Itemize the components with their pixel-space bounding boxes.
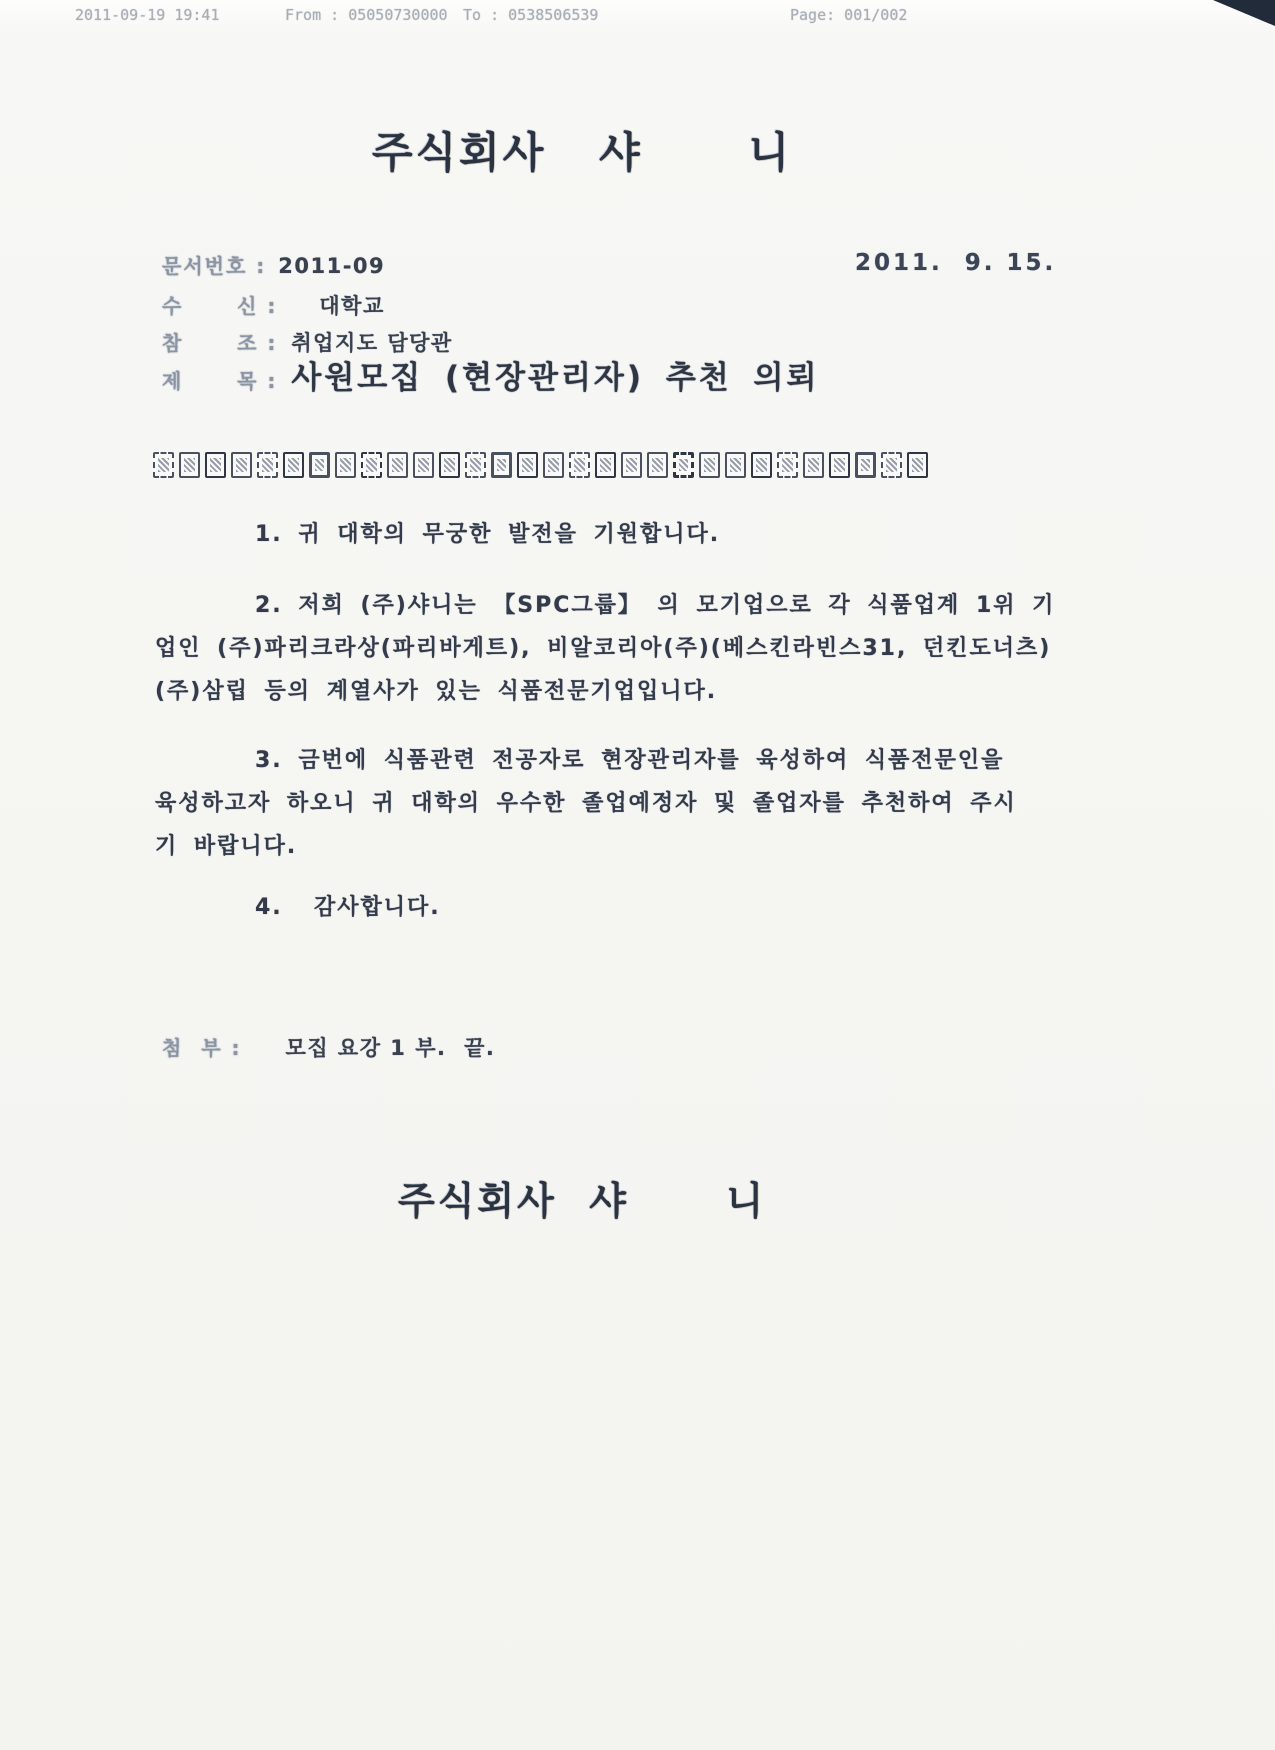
body-line: (주)삼립 등의 계열사가 있는 식품전문기업입니다. (155, 679, 718, 704)
fax-page-count: Page: 001/002 (790, 6, 908, 24)
subject-row (162, 352, 819, 397)
paragraph-3 (155, 739, 1077, 868)
separator-box (777, 452, 798, 478)
separator-box (543, 452, 564, 478)
separator-box (283, 452, 304, 478)
document-date: 2011. 9. 15. (855, 250, 1057, 276)
body-line: 육성하고자 하오니 귀 대학의 우수한 졸업예정자 및 졸업자를 추천하여 주시 (155, 791, 1017, 816)
body-line: 3. 금번에 식품관련 전공자로 현장관리자를 육성하여 식품전문인을 (255, 748, 1005, 773)
separator-box (725, 452, 746, 478)
separator-box (153, 452, 174, 478)
separator-box (361, 452, 382, 478)
body-line: 기 바랍니다. (155, 834, 298, 859)
paragraph-4 (155, 886, 1077, 929)
separator-row (153, 452, 928, 478)
document-number-value: 2011-09 (278, 254, 386, 278)
body-line: 1. 귀 대학의 무궁한 발전을 기원합니다. (255, 522, 721, 547)
body-line: 4. 감사합니다. (255, 895, 441, 920)
recipient-value: 대학교 (319, 294, 385, 318)
attachment-label: 첨 부 : (162, 1036, 242, 1060)
body-line: 2. 저희 (주)샤니는 【SPC그룹】 의 모기업으로 각 식품업계 1위 기 (255, 593, 1056, 618)
attachment-value: 모집 요강 1 부. 끝. (285, 1036, 496, 1060)
separator-box (309, 452, 330, 478)
company-title-footer: 주식회사 샤 니 (398, 1179, 767, 1223)
separator-box (491, 452, 512, 478)
separator-box (647, 452, 668, 478)
separator-box (517, 452, 538, 478)
separator-box (673, 452, 694, 478)
fax-timestamp: 2011-09-19 19:41 (75, 6, 220, 24)
separator-box (699, 452, 720, 478)
separator-box (829, 452, 850, 478)
separator-box (751, 452, 772, 478)
scan-corner-artifact (1213, 0, 1275, 26)
separator-box (439, 452, 460, 478)
separator-box (881, 452, 902, 478)
paragraph-1 (155, 513, 1077, 556)
separator-box (595, 452, 616, 478)
attention-label: 참 조 : (162, 331, 278, 355)
recipient-label: 수 신 : (162, 294, 278, 318)
document-number-label: 문서번호 : (162, 254, 267, 278)
document-number-row (162, 250, 385, 279)
separator-box (335, 452, 356, 478)
separator-box (855, 452, 876, 478)
attachment-row (162, 1032, 495, 1062)
separator-box (569, 452, 590, 478)
separator-box (907, 452, 928, 478)
body-line: 업인 (주)파리크라상(파리바게트), 비알코리아(주)(베스킨라빈스31, 던킨도너츠) (155, 636, 1052, 661)
separator-box (413, 452, 434, 478)
separator-box (465, 452, 486, 478)
separator-box (179, 452, 200, 478)
separator-box (257, 452, 278, 478)
fax-to-number: To : 0538506539 (463, 6, 599, 24)
company-title-header: 주식회사 샤 니 (372, 128, 793, 177)
subject-label: 제 목 : (162, 369, 278, 393)
separator-box (205, 452, 226, 478)
attention-value: 취업지도 담당관 (291, 331, 453, 355)
separator-box (231, 452, 252, 478)
paragraph-2 (155, 584, 1077, 713)
subject-value: 사원모집 (현장관리자) 추천 의뢰 (291, 360, 820, 396)
fax-transmission-header (0, 6, 1275, 28)
separator-box (387, 452, 408, 478)
separator-box (803, 452, 824, 478)
separator-box (621, 452, 642, 478)
fax-from-number: From : 05050730000 (285, 6, 448, 24)
recipient-row (162, 290, 385, 320)
